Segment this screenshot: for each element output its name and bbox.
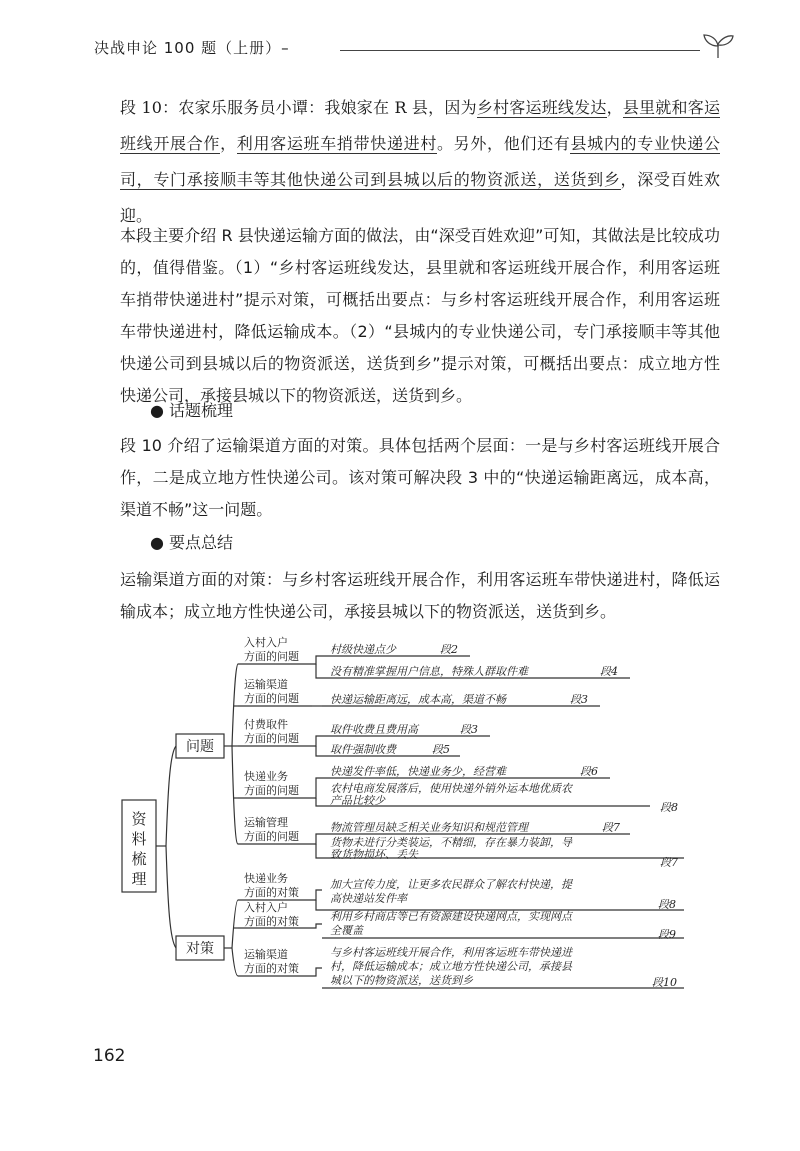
- sprout-icon: [700, 30, 736, 60]
- leaf-5-ref: 段5: [432, 743, 450, 756]
- category-6-line-2: 方面的对策: [244, 886, 299, 899]
- leaf-7-ref: 段8: [660, 801, 678, 814]
- underline-1: 乡村客运班线发达: [476, 98, 607, 117]
- leaf-6-ref: 段6: [580, 765, 598, 778]
- category-3-line-1: 付费取件: [244, 718, 288, 731]
- category-5-line-2: 方面的问题: [244, 830, 299, 843]
- category-1-line-1: 入村入户: [244, 636, 288, 649]
- analysis-paragraph: 本段主要介绍 R 县快递运输方面的做法，由“深受百姓欢迎”可知，其做法是比较成功的，值得借鉴。（1）“乡村客运班线发达，县里就和客运班线开展合作，利用客运班车捎带快递进村”提示对策，可概括出要点：与乡村客运班线开展合作，利用客运班车带快递进村，降低运输成本。（2）“县城内的专业快递公司，专门承接顺丰等其他快递公司到县城以后的物资派送，送货到乡”提示对策，可概括出要点：成立地方性快递公司，承接县城以下的物资派送，送货到乡。: [120, 226, 720, 405]
- root-char-4: 理: [131, 870, 147, 888]
- leaf-12-ref: 段10: [652, 976, 677, 989]
- problems-label: 问题: [186, 739, 214, 755]
- header-rule: [340, 50, 700, 51]
- section-heading-topic: ● 话题梳理: [150, 401, 234, 420]
- leaf-3: 快递运输距离远，成本高，渠道不畅: [330, 693, 506, 706]
- measures-label: 对策: [186, 941, 214, 957]
- leaf-10-line-2: 高快递站发件率: [330, 892, 407, 905]
- category-5-line-1: 运输管理: [244, 816, 288, 829]
- summary-paragraph: 运输渠道方面的对策：与乡村客运班线开展合作，利用客运班车带快递进村，降低运输成本；成立地方性快递公司，承接县城以下的物资派送，送货到乡。: [120, 570, 720, 621]
- book-header-title: 决战申论 100 题（上册）–: [94, 39, 290, 57]
- section-heading-summary: ● 要点总结: [150, 533, 234, 552]
- leaf-3-ref: 段3: [570, 693, 588, 706]
- category-2-line-2: 方面的问题: [244, 692, 299, 705]
- leaf-11-line-1: 利用乡村商店等已有资源建设快递网点，实现网点: [330, 910, 572, 923]
- category-3-line-2: 方面的问题: [244, 732, 299, 745]
- leaf-4: 取件收费且费用高: [330, 723, 418, 736]
- page-number: 162: [93, 1046, 126, 1066]
- leaf-12-line-2: 村，降低运输成本；成立地方性快递公司，承接县: [330, 960, 572, 973]
- leaf-11-ref: 段9: [658, 928, 676, 941]
- leaf-8-ref: 段7: [602, 821, 620, 834]
- leaf-10-line-1: 加大宣传力度，让更多农民群众了解农村快递，提: [330, 878, 572, 891]
- leaf-7-line-2: 产品比较少: [330, 794, 385, 807]
- leaf-1-ref: 段2: [440, 643, 458, 656]
- leaf-4-ref: 段3: [460, 723, 478, 736]
- topic-paragraph: 段 10 介绍了运输渠道方面的对策。具体包括两个层面：一是与乡村客运班线开展合作，二是成立地方性快递公司。该对策可解决段 3 中的“快递运输距离远，成本高，渠道不畅”这一问题。: [120, 436, 720, 519]
- leaf-9-line-1: 货物未进行分类装运，不精细，存在暴力装卸，导: [330, 836, 572, 849]
- root-char-1: 资: [131, 810, 147, 828]
- root-char-3: 梳: [131, 850, 147, 868]
- leaf-12-line-3: 城以下的物资派送，送货到乡: [330, 974, 473, 987]
- category-6-line-1: 快递业务: [244, 872, 288, 885]
- mind-map: [110, 628, 710, 1008]
- leaf-5: 取件强制收费: [330, 743, 396, 756]
- category-8-line-2: 方面的对策: [244, 962, 299, 975]
- category-8-line-1: 运输渠道: [244, 948, 288, 961]
- category-4-line-2: 方面的问题: [244, 784, 299, 797]
- leaf-11-line-2: 全覆盖: [330, 924, 363, 937]
- underline-4: 县城内的专业快递公司，专门承接顺丰等其他快递公司到县城以后的物资派送，送货到乡: [120, 134, 720, 189]
- leaf-10-ref: 段8: [658, 898, 676, 911]
- category-4-line-1: 快递业务: [244, 770, 288, 783]
- leaf-2: 没有精准掌握用户信息，特殊人群取件难: [330, 665, 528, 678]
- underline-2: 县里就和客运班线开展合作: [120, 98, 720, 153]
- root-char-2: 料: [131, 830, 147, 848]
- leaf-7-line-1: 农村电商发展落后，使用快递外销外运本地优质农: [330, 782, 572, 795]
- excerpt-paragraph: 段 10：农家乐服务员小谭：我娘家在 R 县，因为乡村客运班线发达，县里就和客运班线开展合作，利用客运班车捎带快递进村。另外，他们还有县城内的专业快递公司，专门承接顺丰等其他快递公司到县城以后的物资派送，送货到乡，深受百姓欢迎。: [120, 98, 720, 225]
- category-2-line-1: 运输渠道: [244, 678, 288, 691]
- leaf-8: 物流管理员缺乏相关业务知识和规范管理: [330, 821, 528, 834]
- leaf-9-line-2: 致货物损坏、丢失: [330, 848, 418, 861]
- leaf-1: 村级快递点少: [330, 643, 396, 656]
- category-7-line-1: 入村入户: [244, 901, 288, 914]
- category-7-line-2: 方面的对策: [244, 915, 299, 928]
- leaf-12-line-1: 与乡村客运班线开展合作，利用客运班车带快递进: [330, 946, 572, 959]
- leaf-6: 快递发件率低，快递业务少，经营难: [330, 765, 506, 778]
- underline-3: 利用客运班车捎带快递进村: [236, 134, 437, 153]
- leaf-9-ref: 段7: [660, 856, 678, 869]
- leaf-2-ref: 段4: [600, 665, 618, 678]
- category-1-line-2: 方面的问题: [244, 650, 299, 663]
